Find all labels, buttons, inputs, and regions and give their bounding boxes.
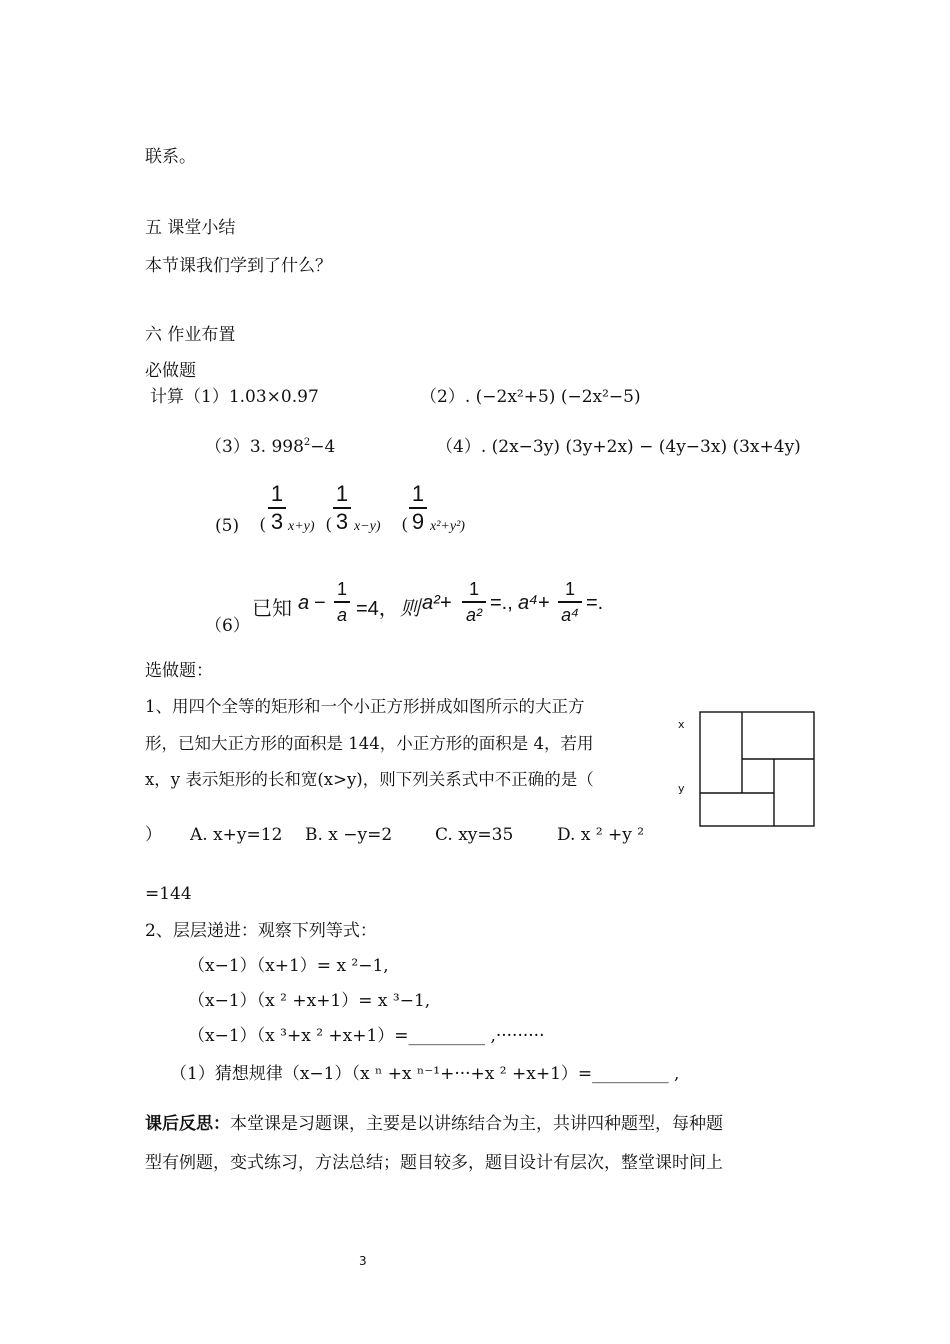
- p6-f3-denominator: a⁴: [561, 604, 579, 625]
- page-number: 3: [359, 1254, 367, 1268]
- q1-option-d: D. x ² +y ²: [557, 825, 645, 845]
- p6-f3-bar: [558, 601, 582, 603]
- p5-f1-denominator: 3: [270, 509, 284, 534]
- p5-f3-denominator: 9: [411, 509, 425, 534]
- p6-f3-numerator: 1: [564, 579, 575, 599]
- p5-f2-numerator: 1: [335, 481, 349, 506]
- q1-option-c: C. xy=35: [435, 825, 514, 845]
- figure-label-y: y: [678, 782, 685, 795]
- p6-a-squared: a²+: [422, 592, 452, 614]
- q1-line-1: 1、用四个全等的矩形和一个小正方形拼成如图所示的大正方: [145, 697, 585, 716]
- intro-tail-text: 联系。: [145, 147, 196, 167]
- problem-3-exponent: 2: [303, 437, 311, 448]
- p5-f1-tail: x+y): [288, 519, 315, 534]
- p6-given: 已知: [252, 598, 292, 620]
- problem-6-label: （6）: [205, 616, 250, 636]
- big-square: [700, 712, 814, 826]
- p5-f1-numerator: 1: [270, 481, 284, 506]
- q1-close-paren: ）: [145, 825, 162, 845]
- p5-paren-3: (: [402, 514, 408, 533]
- required-title: 必做题: [145, 361, 196, 381]
- p5-paren-1: (: [260, 514, 266, 533]
- p6-then: 则: [400, 598, 420, 620]
- p6-eq-dot-1: =.,: [490, 592, 513, 614]
- p6-f1-denominator: a: [336, 604, 347, 625]
- p5-fraction-2: [333, 482, 351, 534]
- q1-line-5: =144: [145, 884, 192, 904]
- reflection-label: 课后反思：: [145, 1114, 230, 1134]
- q2-line-2: （x−1）（x ² +x+1）= x ³−1,: [188, 991, 431, 1011]
- p5-f2-denominator: 3: [335, 509, 349, 534]
- p6-f2-numerator: 1: [468, 579, 479, 599]
- square-figure: [699, 711, 817, 829]
- problem-1: 计算（1）1.03×0.97: [150, 387, 319, 407]
- p6-f2-bar: [462, 601, 486, 603]
- p5-fraction-3: [409, 482, 427, 534]
- p6-f2-denominator: a²: [465, 604, 482, 625]
- q1-option-a: A. x+y=12: [190, 825, 283, 845]
- p6-a-fourth: a⁴+: [518, 592, 550, 614]
- summary-heading: 五 课堂小结: [145, 218, 236, 238]
- p5-paren-2: (: [326, 514, 332, 533]
- p6-fraction-1: [334, 578, 350, 626]
- problem-4: （4）. (2x−3y) (3y+2x) − (4y−3x) (3x+4y): [436, 437, 801, 457]
- p5-f3-numerator: 1: [411, 481, 425, 506]
- p6-f1-bar: [334, 601, 350, 603]
- reflection-line-1: [145, 1113, 723, 1135]
- optional-title: 选做题：: [145, 661, 213, 681]
- q1-line-3: x，y 表示矩形的长和宽(x>y)，则下列关系式中不正确的是（: [145, 770, 594, 789]
- homework-heading: 六 作业布置: [145, 325, 236, 345]
- p5-fraction-1: [268, 482, 286, 534]
- p5-f3-tail: x²+y²): [430, 519, 465, 534]
- p6-eq-dot-2: =.: [586, 592, 604, 614]
- q1-line-2: 形，已知大正方形的面积是 144，小正方形的面积是 4，若用: [145, 734, 594, 753]
- q2-title: 2、层层递进：观察下列等式：: [145, 921, 377, 941]
- summary-question: 本节课我们学到了什么？: [145, 256, 332, 276]
- p6-eq4: =4，: [356, 598, 399, 620]
- reflection-line-2: 型有例题，变式练习，方法总结；题目较多，题目设计有层次，整堂课时间上: [145, 1153, 723, 1173]
- p5-f2-tail: x−y): [354, 519, 381, 534]
- p6-minus: −: [314, 592, 326, 614]
- problem-5-label: (5): [215, 516, 240, 536]
- q2-line-1: （x−1）（x+1）= x ²−1,: [188, 956, 389, 976]
- problem-3: [205, 436, 335, 461]
- problem-3-tail: −4: [310, 437, 336, 457]
- q2-line-3: （x−1）（x ³+x ² +x+1）=_________ ,·········: [188, 1026, 545, 1046]
- p6-f1-numerator: 1: [336, 579, 347, 599]
- figure-label-x: x: [678, 718, 685, 731]
- p6-var-a: a: [298, 592, 310, 614]
- q2-line-4: （1）猜想规律（x−1）（x ⁿ +x ⁿ⁻¹+···+x ² +x+1）=_________ ,: [170, 1064, 680, 1084]
- reflection-text-1: 本堂课是习题课，主要是以讲练结合为主，共讲四种题型，每种题: [230, 1114, 723, 1134]
- q1-option-b: B. x −y=2: [305, 825, 393, 845]
- p6-fraction-3: [558, 578, 582, 626]
- p6-fraction-2: [462, 578, 486, 626]
- problem-3-base: （3）3. 998: [205, 437, 304, 457]
- problem-2: （2）. (−2x²+5) (−2x²−5): [420, 387, 641, 407]
